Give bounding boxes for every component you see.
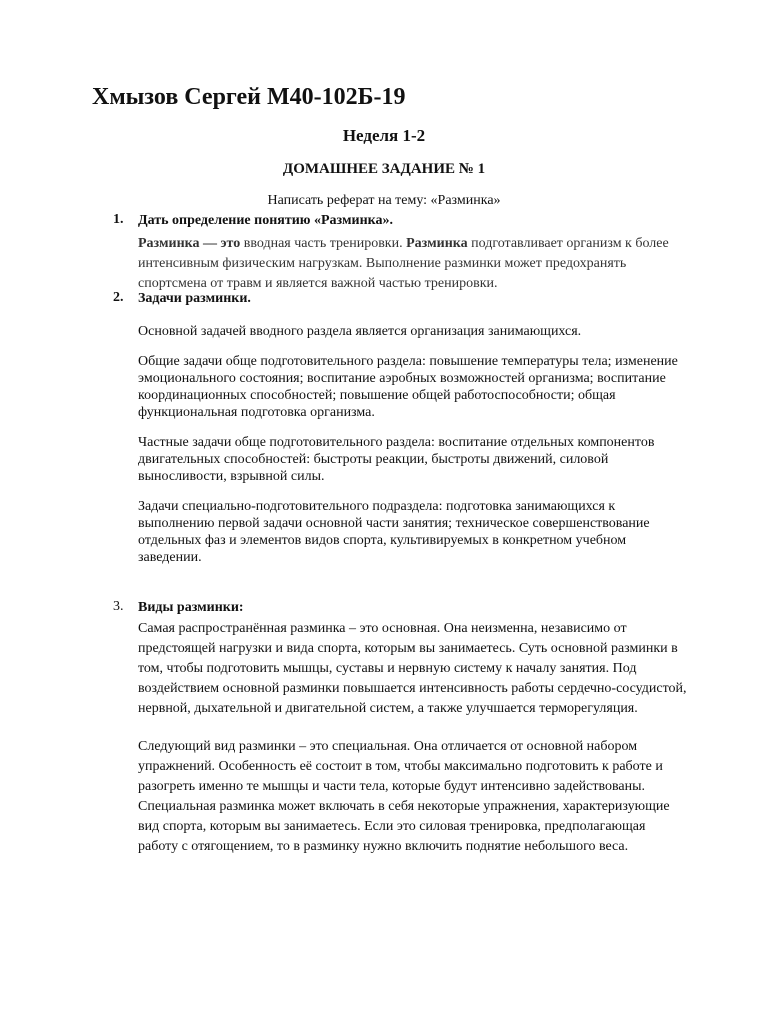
topic-line: Написать реферат на тему: «Разминка» — [267, 193, 501, 208]
section-2-paragraph: Задачи специально-подготовительного подраздела: подготовка занимающихся к выполнению первой задачи основной части занятия; техническое совершенствование отдельных фаз и элементов видов спорта, культивируемых в конкретном учебном заведении. — [138, 499, 650, 565]
section-2 — [138, 290, 688, 566]
section-2-paragraph: Общие задачи обще подготовительного раздела: повышение температуры тела; изменение эмоционального состояния; воспитание аэробных возможностей организма; воспитание координационных способностей; повышение общей работоспособности; общая функциональная подготовка организма. — [138, 354, 678, 420]
section-2-paragraph: Основной задачей вводного раздела является организация занимающихся. — [138, 324, 582, 339]
term-razminka-eto: Разминка — это — [138, 236, 241, 251]
term-razminka: Разминка — [406, 236, 468, 251]
author-title: Хмызов Сергей М40-102Б-19 — [92, 84, 406, 110]
section-1 — [138, 212, 688, 294]
section-1-heading: Дать определение понятию «Разминка». — [138, 213, 393, 228]
section-3-paragraph: Следующий вид разминки – это специальная. Она отличается от основной набором упражнений. Особенность её состоит в том, чтобы максимально подготовить к работе и разогреть именно те мышцы и части тела, которые будут интенсивно задействованы. Специальная разминка может включать в себя некоторые упражнения, характеризующие вид спорта, которым вы занимаетесь. Если это силовая тренировка, предполагающая работу с отягощением, то в разминку нужно включить поднятие небольшого веса. — [138, 739, 670, 854]
homework-title: ДОМАШНЕЕ ЗАДАНИЕ № 1 — [282, 161, 486, 177]
week-heading: Неделя 1-2 — [342, 126, 426, 145]
section-1-number: 1. — [113, 212, 124, 227]
section-2-paragraph: Частные задачи обще подготовительного раздела: воспитание отдельных компонентов двигательных способностей: быстроты реакции, быстроты движений, силовой выносливости, взрывной силы. — [138, 435, 655, 484]
definition-text-1: вводная часть тренировки. — [240, 236, 407, 251]
section-2-number: 2. — [113, 290, 124, 305]
definition-text-2: подготавливает организм к более интенсивным физическим нагрузкам. Выполнение разминки может предохранять спортсмена от травм и является важной частью тренировки. — [138, 236, 669, 291]
section-1-definition — [138, 234, 688, 294]
section-3 — [138, 599, 688, 857]
section-3-number: 3. — [113, 599, 124, 614]
section-3-paragraph: Самая распространённая разминка – это основная. Она неизменна, независимо от предстоящей нагрузки и вида спорта, которым вы занимаетесь. Суть основной разминки в том, чтобы подготовить мышцы, суставы и нервную систему к началу занятия. Под воздействием основной разминки повышается интенсивность работы сердечно-сосудистой, нервной, дыхательной и двигательной систем, а также улучшается терморегуляция. — [138, 621, 687, 716]
section-2-heading: Задачи разминки. — [138, 291, 251, 306]
section-3-heading: Виды разминки: — [138, 600, 244, 615]
